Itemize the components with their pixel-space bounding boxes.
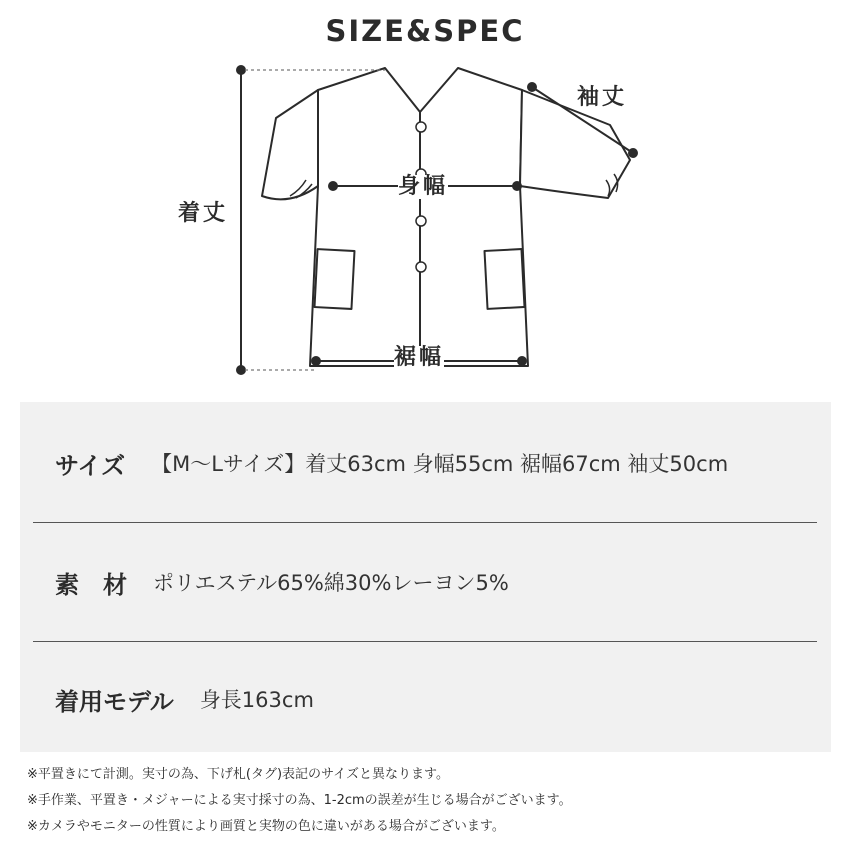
button [416, 122, 426, 132]
spec-row-material [33, 523, 817, 641]
button [416, 262, 426, 272]
note-line: ※カメラやモニターの性質により画質と実物の色に違いがある場合がございます。 [27, 819, 505, 834]
hem-width-label: 裾幅 [394, 345, 445, 370]
sleeve-length-label: 袖丈 [577, 85, 628, 110]
length-label: 着丈 [178, 201, 229, 226]
body-width-label: 身幅 [398, 174, 449, 199]
spec-label: サイズ [55, 451, 126, 480]
button [416, 216, 426, 226]
garment-diagram [0, 0, 850, 400]
spec-row-model [33, 640, 817, 758]
left-sleeve [262, 90, 318, 199]
left-pocket [315, 249, 355, 309]
spec-value: 身長163cm [199, 688, 314, 712]
spec-value: 【M〜Lサイズ】着丈63cm 身幅55cm 裾幅67cm 袖丈50cm [151, 452, 729, 476]
spec-label: 素 材 [55, 570, 127, 599]
note-line: ※平置きにて計測。実寸の為、下げ札(タグ)表記のサイズと異なります。 [27, 767, 449, 782]
right-pocket [485, 249, 525, 309]
spec-label: 着用モデル [55, 687, 174, 716]
spec-row-size [33, 404, 817, 522]
page-title: SIZE&SPEC [325, 14, 525, 48]
note-line: ※手作業、平置き・メジャーによる実寸採寸の為、1-2cmの誤差が生じる場合がございます。 [27, 793, 572, 808]
spec-value: ポリエステル65%綿30%レーヨン5% [153, 571, 509, 595]
notes [27, 762, 572, 840]
